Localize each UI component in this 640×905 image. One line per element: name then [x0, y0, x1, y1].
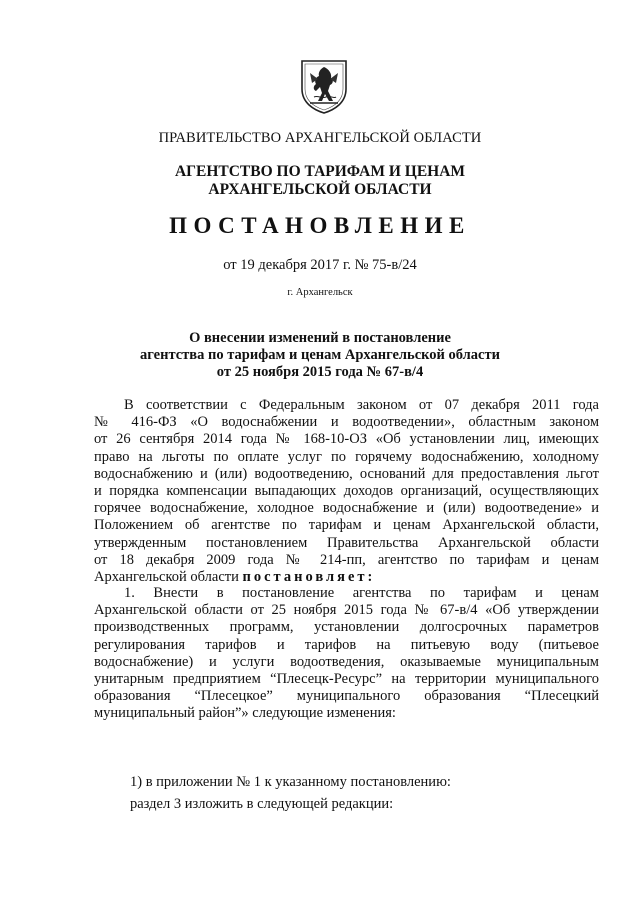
text-line: Архангельской области от 25 ноября 2015 года № 67-в/4 «Об утверждении — [94, 602, 599, 619]
text-line: образования “Плесецкое” муниципального образования “Плесецкий — [94, 688, 599, 705]
text-line: В соответствии с Федеральным законом от 07 декабря 2011 года — [124, 397, 599, 413]
text-line: горячее водоснабжение, холодное водоснабжение и (или) водоотведение» и — [94, 500, 599, 517]
document-date-number: от 19 декабря 2017 г. № 75-в/24 — [223, 257, 417, 273]
text-line-start: Архангельской области — [94, 569, 239, 586]
text-line: муниципальный район”» следующие изменения: — [94, 705, 396, 722]
agency-name — [0, 163, 640, 199]
item-1-paragraph — [94, 585, 599, 723]
document-type-title: ПОСТАНОВЛЕНИЕ — [169, 213, 471, 238]
agency-name-line-1: АГЕНТСТВО ПО ТАРИФАМ И ЦЕНАМ — [174, 163, 466, 180]
text-line: утвержденным постановлением Правительства Архангельской области — [94, 534, 599, 551]
text-line: водоснабжение) и услуги водоотведения, оказываемые муниципальным — [94, 653, 599, 670]
subject-line-3: от 25 ноября 2015 года № 67-в/4 — [216, 364, 424, 380]
subject-line-2: агентства по тарифам и ценам Архангельской области — [140, 347, 500, 363]
document-city: г. Архангельск — [287, 287, 353, 298]
agency-name-line-2: АРХАНГЕЛЬСКОЙ ОБЛАСТИ — [208, 181, 432, 198]
section-3-line: раздел 3 изложить в следующей редакции: — [130, 796, 394, 812]
text-line: 1. Внести в постановление агентства по тарифам и ценам — [124, 585, 599, 601]
subject-line-1: О внесении изменений в постановление — [189, 330, 451, 346]
text-line: от 18 декабря 2009 года № 214-пп, агентство по тарифам и ценам — [94, 551, 599, 568]
subitem-1-line: 1) в приложении № 1 к указанному постановлению: — [130, 774, 451, 790]
text-line — [94, 569, 599, 586]
preamble-paragraph — [94, 397, 599, 586]
text-line: от 26 сентября 2014 года № 168-10-ОЗ «Об установлении лиц, имеющих — [94, 431, 599, 448]
coat-of-arms-emblem — [296, 57, 352, 115]
text-line: регулирования тарифов и тарифов на питьевую воду (питьевое — [94, 636, 599, 653]
text-line: унитарным предприятием “Плесецк-Ресурс” на территории муниципального — [94, 671, 599, 688]
government-name: ПРАВИТЕЛЬСТВО АРХАНГЕЛЬСКОЙ ОБЛАСТИ — [158, 130, 482, 146]
text-line: № 416-ФЗ «О водоснабжении и водоотведении», областным законом — [94, 414, 599, 431]
text-line: право на льготы по оплате услуг по горячему водоснабжению, холодному — [94, 448, 599, 465]
resolution-keyword: постановляет: — [242, 569, 376, 586]
text-line: производственных программ, установлении долгосрочных параметров — [94, 619, 599, 636]
text-line: водоснабжению и (или) водоотведению, оснований для предоставления льгот — [94, 465, 599, 482]
document-subject — [0, 330, 640, 381]
text-line: Положением об агентстве по тарифам и ценам Архангельской области, — [94, 517, 599, 534]
text-line: и порядка компенсации выпадающих доходов организаций, осуществляющих — [94, 483, 599, 500]
